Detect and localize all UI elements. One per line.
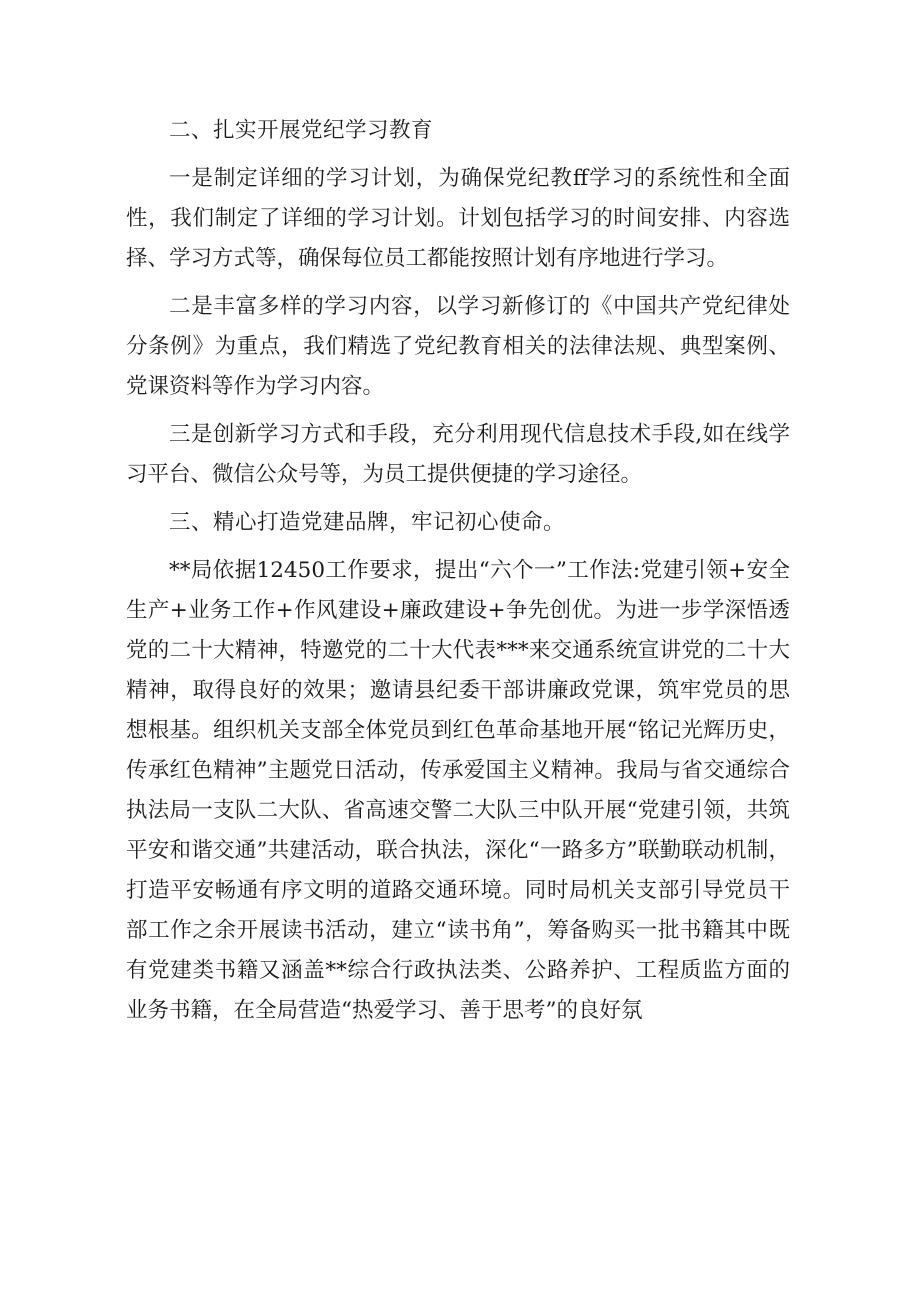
section-heading-three: 三、精心打造党建品牌，牢记初心使命。 <box>169 510 566 535</box>
section-heading-two: 二、扎实开展党纪学习教育 <box>169 118 434 143</box>
paragraph-study-methods: 三是创新学习方式和手段，充分利用现代信息技术手段,如在线学习平台、微信公众号等，为员工提供便捷的学习途径。 <box>126 422 790 487</box>
paragraph-study-plan: 一是制定详细的学习计划，为确保党纪教ff学习的系统性和全面性，我们制定了详细的学习计划。计划包括学习的时间安排、内容选择、学习方式等，确保每位员工都能按照计划有序地进行学习。 <box>126 166 790 271</box>
document-body <box>126 111 790 1031</box>
paragraph-party-brand: **局依据12450工作要求，提出“六个一”工作法:党建引领+安全生产+业务工作+作风建设+廉政建设+争先创优。为进一步学深悟透党的二十大精神，特邀党的二十大代表***来交通系统宣讲党的二十大精神，取得良好的效果；邀请县纪委干部讲廉政党课，筑牢党员的思想根基。组织机关支部全体党员到红色革命基地开展“铭记光辉历史，传承红色精神”主题党日活动，传承爱国主义精神。我局与省交通综合执法局一支队二大队、省高速交警二大队三中队开展“党建引领，共筑平安和谐交通”共建活动，联合执法，深化“一路多方”联勤联动机制，打造平安畅通有序文明的道路交通环境。同时局机关支部引导党员干部工作之余开展读书活动，建立“读书角”，筹备购买一批书籍其中既有党建类书籍又涵盖**综合行政执法类、公路养护、工程质监方面的业务书籍，在全局营造“热爱学习、善于思考”的良好氛 <box>126 558 790 1023</box>
paragraph-study-content: 二是丰富多样的学习内容，以学习新修订的《中国共产党纪律处分条例》为重点，我们精选了党纪教育相关的法律法规、典型案例、党课资料等作为学习内容。 <box>126 294 790 399</box>
